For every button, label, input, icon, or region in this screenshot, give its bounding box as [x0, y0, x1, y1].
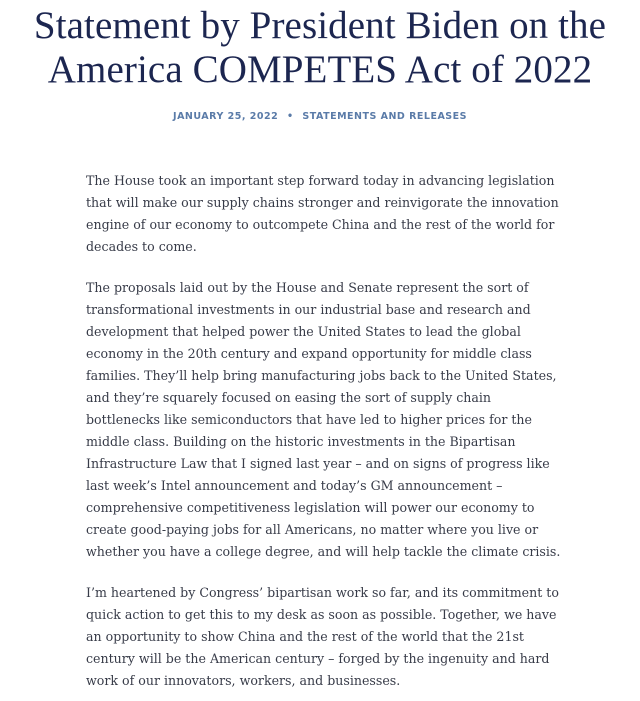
- category-link[interactable]: STATEMENTS AND RELEASES: [302, 111, 467, 122]
- page-title: [0, 4, 640, 92]
- paragraph-3: I’m heartened by Congress’ bipartisan work so far, and its commitment to quick action to get this to my desk as soon as possible. Together, we have an opportunity to show China and the rest of the world that the 21st century will be the American century – forged by the ingenuity and hard work of our innovators, workers, and businesses.: [86, 585, 559, 688]
- article-body: [86, 170, 568, 701]
- paragraph-1: The House took an important step forward today in advancing legislation that will make our supply chains stronger and reinvigorate the innovation engine of our economy to outcompete China and the rest of the world for decades to come.: [86, 173, 559, 254]
- publish-date: JANUARY 25, 2022: [173, 111, 279, 122]
- page-title-line-2: America COMPETES Act of 2022: [47, 48, 593, 91]
- paragraph-2: The proposals laid out by the House and Senate represent the sort of transformational investments in our industrial base and research and development that helped power the United States to lead the global economy in the 20th century and expand opportunity for middle class families. They’ll help bring manufacturing jobs back to the United States, and they’re squarely focused on easing the sort of supply chain bottlenecks like semiconductors that have led to higher prices for the middle class. Building on the historic investments in the Bipartisan Infrastructure Law that I signed last year – and on signs of progress like last week’s Intel announcement and today’s GM announcement – comprehensive competitiveness legislation will power our economy to create good-paying jobs for all Americans, no matter where you live or whether you have a college degree, and will help tackle the climate crisis.: [86, 280, 561, 559]
- article-meta: [0, 111, 640, 123]
- meta-separator: •: [287, 111, 294, 122]
- page-title-line-1: Statement by President Biden on the: [33, 4, 607, 47]
